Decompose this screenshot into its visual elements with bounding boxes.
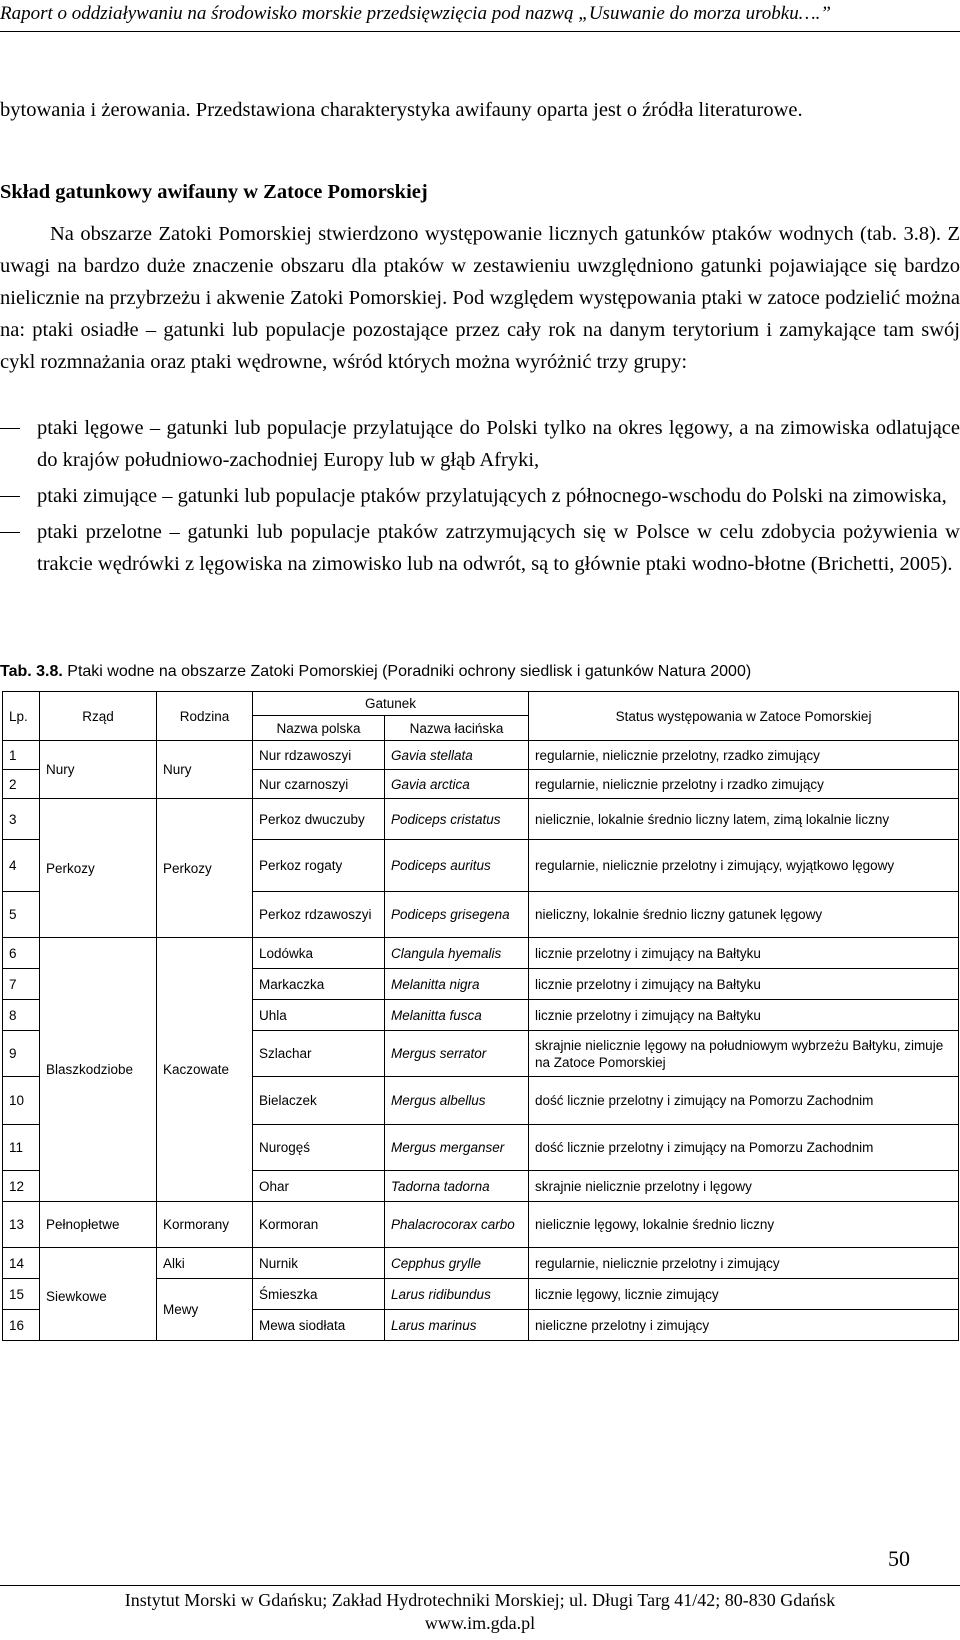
header-lp: Lp. bbox=[3, 692, 40, 741]
cell-status: nieliczny, lokalnie średnio liczny gatunek lęgowy bbox=[529, 892, 959, 938]
header-family: Rodzina bbox=[157, 692, 253, 741]
header-rule bbox=[0, 31, 960, 32]
cell-status: nielicznie, lokalnie średnio liczny latem, zimą lokalnie liczny bbox=[529, 799, 959, 840]
page-number: 50 bbox=[888, 1546, 910, 1571]
table-caption-label: Tab. 3.8. bbox=[0, 663, 63, 680]
cell-status: skrajnie nielicznie lęgowy na południowym wybrzeżu Bałtyku, zimuje na Zatoce Pomorskiej bbox=[529, 1031, 959, 1077]
cell-polish-name: Ohar bbox=[253, 1171, 385, 1202]
cell-order: Nury bbox=[40, 741, 157, 799]
header-status: Status występowania w Zatoce Pomorskiej bbox=[529, 692, 959, 741]
table-row bbox=[3, 1248, 959, 1279]
cell-latin-name: Larus ridibundus bbox=[385, 1279, 529, 1310]
cell-polish-name: Śmieszka bbox=[253, 1279, 385, 1310]
cell-polish-name: Nur czarnoszyi bbox=[253, 770, 385, 799]
running-header: Raport o oddziaływaniu na środowisko morskie przedsięwzięcia pod nazwą „Usuwanie do morza urobku….” bbox=[0, 3, 831, 24]
list-item bbox=[0, 516, 960, 580]
cell-order: Blaszkodziobe bbox=[40, 938, 157, 1202]
cell-polish-name: Uhla bbox=[253, 1000, 385, 1031]
cell-lp: 13 bbox=[3, 1202, 40, 1248]
cell-status: dość licznie przelotny i zimujący na Pomorzu Zachodnim bbox=[529, 1125, 959, 1171]
cell-polish-name: Lodówka bbox=[253, 938, 385, 969]
cell-latin-name: Clangula hyemalis bbox=[385, 938, 529, 969]
list-item-text: ptaki lęgowe – gatunki lub populacje przylatujące do Polski tylko na okres lęgowy, a na zimowiska odlatujące do krajów południowo-zachodniej Europy lub w głąb Afryki, bbox=[37, 417, 960, 471]
cell-family: Kaczowate bbox=[157, 938, 253, 1202]
table-caption-text: Ptaki wodne na obszarze Zatoki Pomorskiej (Poradniki ochrony siedlisk i gatunków Natura 2000) bbox=[62, 663, 752, 680]
cell-family: Perkozy bbox=[157, 799, 253, 938]
cell-lp: 12 bbox=[3, 1171, 40, 1202]
cell-status: licznie lęgowy, licznie zimujący bbox=[529, 1279, 959, 1310]
cell-status: licznie przelotny i zimujący na Bałtyku bbox=[529, 969, 959, 1000]
cell-latin-name: Mergus merganser bbox=[385, 1125, 529, 1171]
cell-lp: 7 bbox=[3, 969, 40, 1000]
cell-polish-name: Nurogęś bbox=[253, 1125, 385, 1171]
cell-latin-name: Cepphus grylle bbox=[385, 1248, 529, 1279]
cell-polish-name: Perkoz rogaty bbox=[253, 840, 385, 892]
cell-latin-name: Larus marinus bbox=[385, 1310, 529, 1341]
cell-order: Pełnopłetwe bbox=[40, 1202, 157, 1248]
list-item-text: ptaki przelotne – gatunki lub populacje ptaków zatrzymujących się w Polsce w celu zdobycia pożywienia w trakcie wędrówki z lęgowiska na zimowisko lub na odwrót, są to głównie ptaki wodno-błotne (Brichetti, 2005). bbox=[37, 521, 960, 575]
table-row bbox=[3, 938, 959, 969]
cell-status: nieliczne przelotny i zimujący bbox=[529, 1310, 959, 1341]
cell-latin-name: Podiceps grisegena bbox=[385, 892, 529, 938]
cell-status: licznie przelotny i zimujący na Bałtyku bbox=[529, 938, 959, 969]
cell-polish-name: Nur rdzawoszyi bbox=[253, 741, 385, 770]
cell-lp: 1 bbox=[3, 741, 40, 770]
cell-lp: 5 bbox=[3, 892, 40, 938]
header-polish-name: Nazwa polska bbox=[253, 716, 385, 741]
footer-rule bbox=[0, 1585, 960, 1586]
cell-polish-name: Szlachar bbox=[253, 1031, 385, 1077]
cell-latin-name: Gavia arctica bbox=[385, 770, 529, 799]
cell-latin-name: Podiceps cristatus bbox=[385, 799, 529, 840]
cell-polish-name: Mewa siodłata bbox=[253, 1310, 385, 1341]
section-heading: Skład gatunkowy awifauny w Zatoce Pomorskiej bbox=[0, 181, 428, 203]
table-caption bbox=[0, 661, 751, 683]
cell-family: Mewy bbox=[157, 1279, 253, 1341]
cell-order: Siewkowe bbox=[40, 1248, 157, 1341]
cell-lp: 2 bbox=[3, 770, 40, 799]
cell-latin-name: Gavia stellata bbox=[385, 741, 529, 770]
list-item bbox=[0, 480, 960, 512]
header-species: Gatunek bbox=[253, 692, 529, 716]
cell-family: Kormorany bbox=[157, 1202, 253, 1248]
cell-polish-name: Markaczka bbox=[253, 969, 385, 1000]
cell-lp: 10 bbox=[3, 1077, 40, 1125]
cell-family: Alki bbox=[157, 1248, 253, 1279]
cell-lp: 8 bbox=[3, 1000, 40, 1031]
footer-website: www.im.gda.pl bbox=[424, 1613, 536, 1633]
cell-latin-name: Melanitta fusca bbox=[385, 1000, 529, 1031]
cell-polish-name: Perkoz rdzawoszyi bbox=[253, 892, 385, 938]
cell-lp: 4 bbox=[3, 840, 40, 892]
body-paragraph: Na obszarze Zatoki Pomorskiej stwierdzono występowanie licznych gatunków ptaków wodnych (tab. 3.8). Z uwagi na bardzo duże znaczenie obszaru dla ptaków w zestawieniu uwzględniono gatunki pojawiające się bardzo nielicznie na przybrzeżu i akwenie Zatoki Pomorskiej. Pod względem występowania ptaki w zatoce podzielić można na: ptaki osiadłe – gatunki lub populacje pozostające przez cały rok na danym terytorium i zamykające tam swój cykl rozmnażania oraz ptaki wędrowne, wśród których można wyróżnić trzy grupy: bbox=[0, 223, 960, 373]
table-row bbox=[3, 741, 959, 770]
cell-latin-name: Podiceps auritus bbox=[385, 840, 529, 892]
cell-status: regularnie, nielicznie przelotny i zimujący, wyjątkowo lęgowy bbox=[529, 840, 959, 892]
cell-status: regularnie, nielicznie przelotny i rzadko zimujący bbox=[529, 770, 959, 799]
cell-latin-name: Mergus albellus bbox=[385, 1077, 529, 1125]
intro-text: bytowania i żerowania. Przedstawiona charakterystyka awifauny oparta jest o źródła literaturowe. bbox=[0, 99, 803, 121]
footer-address: Instytut Morski w Gdańsku; Zakład Hydrotechniki Morskiej; ul. Długi Targ 41/42; 80-830 Gdańsk bbox=[124, 1590, 836, 1610]
cell-lp: 6 bbox=[3, 938, 40, 969]
cell-status: licznie przelotny i zimujący na Bałtyku bbox=[529, 1000, 959, 1031]
page-footer bbox=[0, 1589, 960, 1635]
list-item bbox=[0, 412, 960, 476]
cell-polish-name: Kormoran bbox=[253, 1202, 385, 1248]
list-item-text: ptaki zimujące – gatunki lub populacje ptaków przylatujących z północnego-wschodu do Polski na zimowiska, bbox=[37, 485, 947, 507]
cell-polish-name: Bielaczek bbox=[253, 1077, 385, 1125]
cell-family: Nury bbox=[157, 741, 253, 799]
table-row bbox=[3, 799, 959, 840]
cell-status: regularnie, nielicznie przelotny, rzadko zimujący bbox=[529, 741, 959, 770]
cell-lp: 14 bbox=[3, 1248, 40, 1279]
header-latin-name: Nazwa łacińska bbox=[385, 716, 529, 741]
bird-groups-list bbox=[0, 412, 960, 584]
cell-lp: 11 bbox=[3, 1125, 40, 1171]
cell-latin-name: Phalacrocorax carbo bbox=[385, 1202, 529, 1248]
header-order: Rząd bbox=[40, 692, 157, 741]
cell-lp: 15 bbox=[3, 1279, 40, 1310]
cell-status: nielicznie lęgowy, lokalnie średnio liczny bbox=[529, 1202, 959, 1248]
cell-latin-name: Melanitta nigra bbox=[385, 969, 529, 1000]
cell-latin-name: Tadorna tadorna bbox=[385, 1171, 529, 1202]
cell-status: dość licznie przelotny i zimujący na Pomorzu Zachodnim bbox=[529, 1077, 959, 1125]
cell-lp: 3 bbox=[3, 799, 40, 840]
cell-status: regularnie, nielicznie przelotny i zimujący bbox=[529, 1248, 959, 1279]
cell-order: Perkozy bbox=[40, 799, 157, 938]
cell-polish-name: Nurnik bbox=[253, 1248, 385, 1279]
cell-polish-name: Perkoz dwuczuby bbox=[253, 799, 385, 840]
cell-status: skrajnie nielicznie przelotny i lęgowy bbox=[529, 1171, 959, 1202]
bird-species-table bbox=[2, 691, 959, 1341]
cell-lp: 16 bbox=[3, 1310, 40, 1341]
cell-lp: 9 bbox=[3, 1031, 40, 1077]
table-row bbox=[3, 1202, 959, 1248]
cell-latin-name: Mergus serrator bbox=[385, 1031, 529, 1077]
